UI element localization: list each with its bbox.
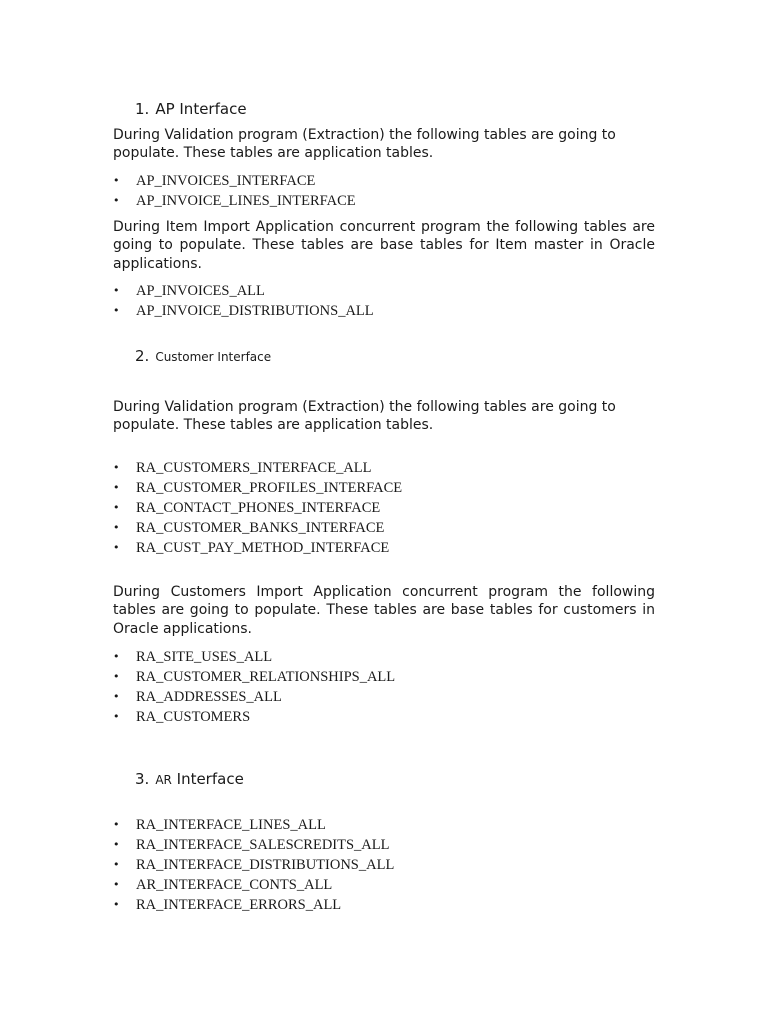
bullet-icon: • bbox=[113, 898, 120, 911]
section-1-number: 1. bbox=[135, 100, 150, 118]
bullet-icon: • bbox=[113, 174, 120, 187]
bullet-icon: • bbox=[113, 284, 120, 297]
section-3-title-prefix: AR bbox=[155, 773, 172, 787]
list-item: • RA_CUSTOMER_RELATIONSHIPS_ALL bbox=[113, 669, 396, 685]
bullet-icon: • bbox=[113, 670, 120, 683]
list-item: • RA_CUSTOMERS bbox=[113, 709, 251, 725]
section-2-list-2 bbox=[113, 647, 395, 727]
bullet-icon: • bbox=[113, 521, 120, 534]
section-1-list-1 bbox=[113, 171, 356, 211]
bullet-icon: • bbox=[113, 650, 120, 663]
bullet-icon: • bbox=[113, 818, 120, 831]
section-2-number: 2. bbox=[135, 347, 150, 365]
list-item: • AP_INVOICE_DISTRIBUTIONS_ALL bbox=[113, 303, 374, 319]
list-item: • AP_INVOICE_LINES_INTERFACE bbox=[113, 193, 356, 209]
bullet-icon: • bbox=[113, 501, 120, 514]
section-3-list-1 bbox=[113, 815, 394, 915]
bullet-icon: • bbox=[113, 304, 120, 317]
bullet-icon: • bbox=[113, 194, 120, 207]
bullet-icon: • bbox=[113, 858, 120, 871]
list-item: • RA_SITE_USES_ALL bbox=[113, 649, 273, 665]
section-1-title: AP Interface bbox=[155, 100, 247, 118]
bullet-icon: • bbox=[113, 878, 120, 891]
list-item: • RA_CONTACT_PHONES_INTERFACE bbox=[113, 500, 381, 516]
bullet-icon: • bbox=[113, 481, 120, 494]
bullet-icon: • bbox=[113, 710, 120, 723]
list-item: • AR_INTERFACE_CONTS_ALL bbox=[113, 877, 333, 893]
list-item: • AP_INVOICES_ALL bbox=[113, 283, 265, 299]
list-item: • RA_INTERFACE_ERRORS_ALL bbox=[113, 897, 342, 913]
section-3-heading bbox=[135, 770, 244, 789]
section-1-paragraph-2: During Item Import Application concurrent program the following tables are going to populate. These tables are base tables for Item master in Oracle applications. bbox=[113, 219, 655, 272]
section-2-heading bbox=[135, 347, 271, 366]
bullet-icon: • bbox=[113, 461, 120, 474]
list-item: • RA_CUSTOMERS_INTERFACE_ALL bbox=[113, 460, 372, 476]
list-item: • RA_CUSTOMER_BANKS_INTERFACE bbox=[113, 520, 385, 536]
list-item: • RA_INTERFACE_DISTRIBUTIONS_ALL bbox=[113, 857, 395, 873]
section-3-title: Interface bbox=[176, 770, 244, 788]
list-item: • RA_INTERFACE_LINES_ALL bbox=[113, 817, 326, 833]
section-2-paragraph-1: During Validation program (Extraction) the following tables are going to populate. These tables are application tables. bbox=[113, 399, 616, 434]
section-1-paragraph-1: During Validation program (Extraction) the following tables are going to populate. These tables are application tables. bbox=[113, 127, 616, 162]
bullet-icon: • bbox=[113, 541, 120, 554]
list-item: • RA_ADDRESSES_ALL bbox=[113, 689, 282, 705]
bullet-icon: • bbox=[113, 838, 120, 851]
list-item: • RA_INTERFACE_SALESCREDITS_ALL bbox=[113, 837, 390, 853]
section-2-paragraph-2: During Customers Import Application concurrent program the following tables are going to populate. These tables are base tables for customers in Oracle applications. bbox=[113, 584, 655, 637]
bullet-icon: • bbox=[113, 690, 120, 703]
section-3-number: 3. bbox=[135, 770, 150, 788]
section-2-list-1 bbox=[113, 458, 402, 558]
section-1-list-2 bbox=[113, 281, 374, 321]
section-2-title: Customer Interface bbox=[155, 350, 272, 364]
list-item: • RA_CUST_PAY_METHOD_INTERFACE bbox=[113, 540, 390, 556]
list-item: • AP_INVOICES_INTERFACE bbox=[113, 173, 316, 189]
list-item: • RA_CUSTOMER_PROFILES_INTERFACE bbox=[113, 480, 403, 496]
section-1-heading bbox=[135, 100, 247, 118]
